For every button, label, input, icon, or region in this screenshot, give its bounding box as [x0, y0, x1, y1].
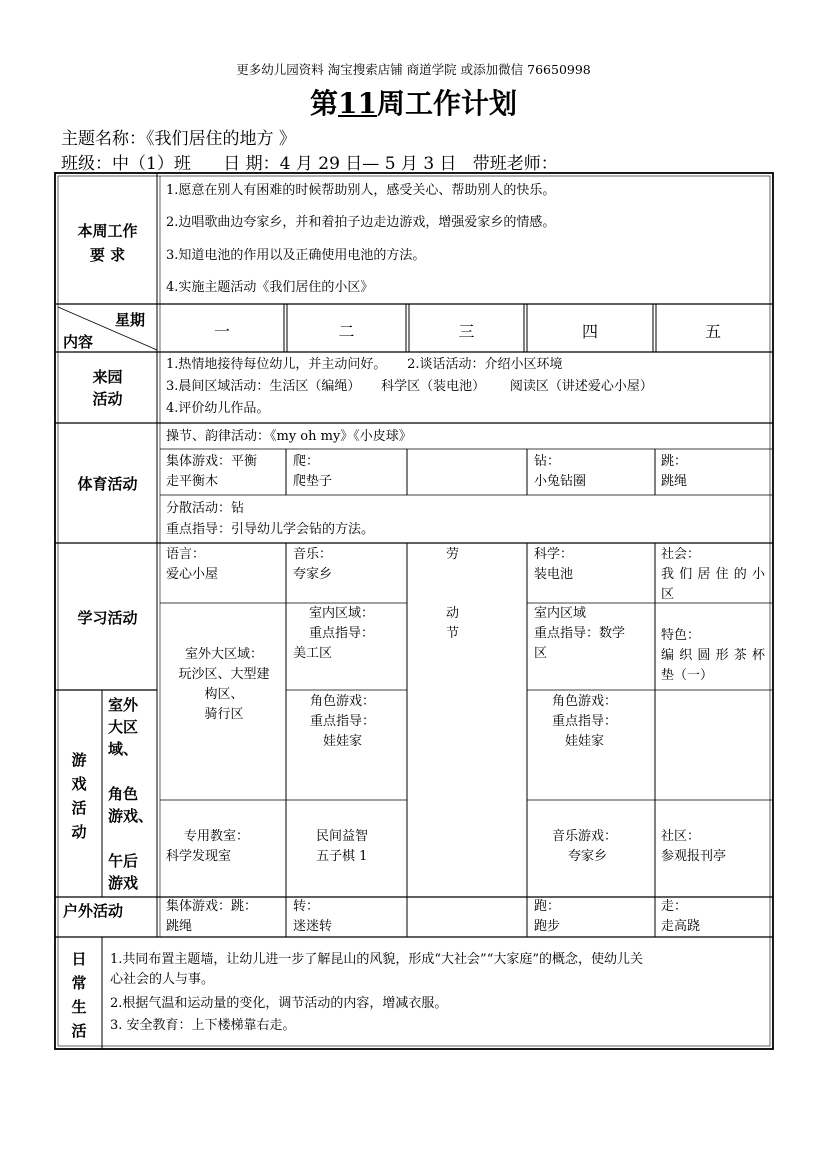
- requirement-item: 3.知道电池的作用以及正确使用电池的方法。: [166, 248, 426, 263]
- requirement-item: 1.愿意在别人有困难的时候帮助别人，感受关心、帮助别人的快乐。: [166, 183, 556, 198]
- requirements-label-line2: 要 求: [89, 246, 126, 264]
- games-tue-afternoon: 民间益智 五子棋 1: [316, 829, 369, 864]
- games-thu-role: 角色游戏： 重点指导： 娃娃家: [552, 694, 618, 749]
- top-note: 更多幼儿园资料 淘宝搜索店铺 商道学院 或添加微信 76650998: [236, 62, 591, 77]
- week-number: 11: [338, 87, 377, 120]
- arrival-line: 3.晨间区域活动：生活区（编绳） 科学区（装电池） 阅读区（讲述爱心小屋）: [166, 379, 653, 394]
- sports-game-thu: 钻： 小兔钻圈: [534, 454, 587, 489]
- arrival-line: 4.评价幼儿作品。: [166, 401, 270, 416]
- corner-content-label: 内容: [63, 333, 94, 351]
- arrival-label-line2: 活动: [92, 390, 123, 408]
- daily-life-line2: 2.根据气温和运动量的变化，调节活动的内容，增减衣服。: [110, 996, 448, 1011]
- corner-weekday-label: 星期: [115, 311, 146, 329]
- games-tue-indoor: 室内区域： 重点指导： 美工区: [293, 606, 375, 661]
- games-wed-labor: 动 节: [446, 606, 460, 641]
- games-sub-label-outdoor: 室外 大区 域、: [108, 696, 139, 758]
- outdoor-mon: 集体游戏：跳： 跳绳: [166, 899, 258, 934]
- requirements-label-line1: 本周工作: [77, 222, 138, 240]
- games-mon-afternoon: 专用教室： 科学发现室: [166, 829, 250, 864]
- games-fri-special: 特色： 编织圆形茶杯 垫（一）: [661, 628, 765, 683]
- class-line: 班级：中（1）班 日 期：4 月 29 日— 5 月 3 日 带班老师：: [61, 154, 558, 174]
- arrival-line: 1.热情地接待每位幼儿，并主动问好。 2.谈话活动：介绍小区环境: [166, 357, 563, 372]
- outdoor-label: 户外活动: [63, 902, 124, 920]
- arrival-label: [58, 366, 157, 410]
- daily-life-line1: 1.共同布置主题墙，让幼儿进一步了解昆山的风貌，形成“大社会”“大家庭”的概念，使幼儿关 心社会的人与事。: [110, 952, 643, 987]
- learning-wed: 劳: [446, 547, 460, 562]
- learning-fri: 社会： 我们居住的小 区: [661, 547, 765, 602]
- sports-scattered: 分散活动：钻: [166, 501, 245, 516]
- weekday-thursday: 四: [581, 322, 598, 341]
- sports-label: 体育活动: [77, 475, 138, 493]
- title-prefix: 第: [310, 87, 339, 120]
- games-label: 游 戏 活 动: [71, 751, 87, 841]
- theme-label: 主题名称：: [61, 129, 146, 149]
- learning-tue: 音乐： 夸家乡: [293, 547, 333, 582]
- learning-thu: 科学： 装电池: [534, 547, 574, 582]
- sports-exercise: 操节、韵律活动：《my oh my》《小皮球》: [166, 429, 412, 444]
- games-sub-label-afternoon: 午后 游戏: [108, 852, 139, 892]
- theme-value: 《我们居住的地方 》: [146, 129, 296, 149]
- games-outdoor-area: 室外大区域： 玩沙区、大型建 构区、 骑行区: [178, 647, 270, 722]
- requirements-label: [58, 219, 157, 267]
- daily-life-line3: 3. 安全教育：上下楼梯靠右走。: [110, 1018, 296, 1033]
- weekday-friday: 五: [704, 322, 721, 341]
- requirement-item: 4.实施主题活动《我们居住的小区》: [166, 280, 374, 295]
- outdoor-fri: 走： 走高跷: [661, 899, 701, 934]
- sports-game-mon: 集体游戏：平衡 走平衡木: [166, 454, 258, 489]
- games-tue-role: 角色游戏： 重点指导： 娃娃家: [310, 694, 376, 749]
- learning-mon: 语言： 爱心小屋: [166, 547, 219, 582]
- requirement-item: 2.边唱歌曲边夸家乡，并和着拍子边走边游戏，增强爱家乡的情感。: [166, 215, 556, 230]
- page-title: [0, 82, 827, 122]
- outdoor-tue: 转： 迷迷转: [293, 899, 333, 934]
- games-sub-label-role: 角色 游戏、: [108, 785, 154, 825]
- sports-guidance: 重点指导：引导幼儿学会钻的方法。: [166, 522, 375, 537]
- title-suffix: 周工作计划: [376, 87, 517, 120]
- games-thu-indoor: 室内区域 重点指导：数学 区: [534, 606, 626, 661]
- arrival-label-line1: 来园: [92, 368, 123, 386]
- daily-life-label: 日 常 生 活: [71, 950, 87, 1040]
- weekday-tuesday: 二: [338, 322, 355, 341]
- sports-game-tue: 爬： 爬垫子: [293, 454, 333, 489]
- weekday-wednesday: 三: [458, 322, 475, 341]
- learning-label: 学习活动: [77, 609, 138, 627]
- theme-line: [61, 124, 296, 149]
- games-fri-afternoon: 社区： 参观报刊亭: [661, 829, 727, 864]
- weekday-monday: 一: [213, 322, 230, 341]
- sports-game-fri: 跳： 跳绳: [661, 454, 688, 489]
- outdoor-thu: 跑： 跑步: [534, 899, 561, 934]
- games-thu-afternoon: 音乐游戏： 夸家乡: [552, 829, 618, 864]
